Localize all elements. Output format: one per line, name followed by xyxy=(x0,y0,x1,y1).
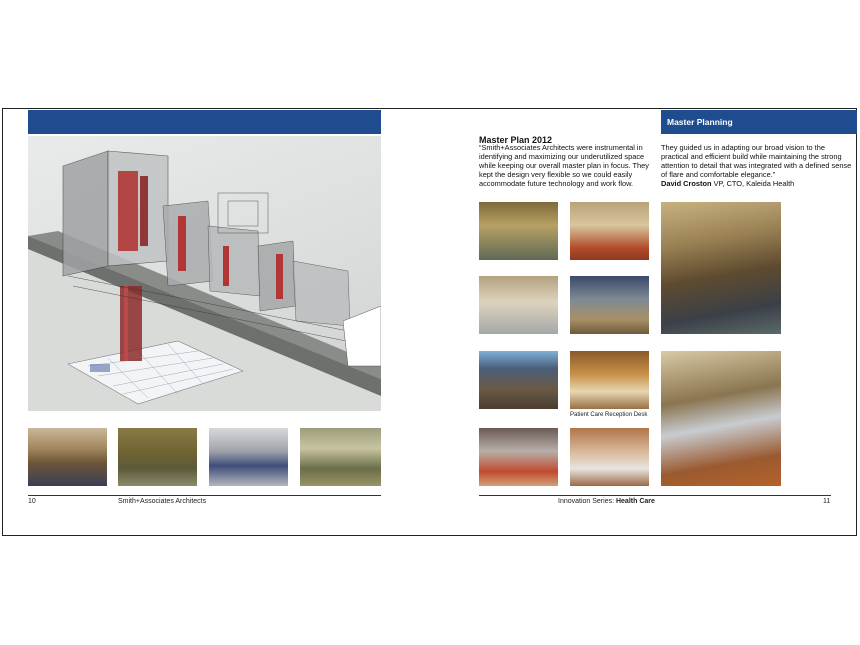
section-label: Master Planning xyxy=(667,117,733,127)
building-model-illustration xyxy=(28,136,381,411)
right-page-number: 11 xyxy=(823,498,831,505)
photo-circular-station xyxy=(479,428,558,486)
photo-bright-corridor xyxy=(479,276,558,334)
attribution-name: David Croston xyxy=(661,178,712,188)
photo-patient-room xyxy=(570,428,649,486)
photo-exam-room xyxy=(479,202,558,260)
photo-reception-desk xyxy=(570,351,649,409)
left-page-number: 10 xyxy=(28,498,36,505)
photo-waiting-area xyxy=(479,351,558,409)
right-footer-rule xyxy=(479,495,831,496)
attribution-title: VP, CTO, Kaleida Health xyxy=(713,178,795,188)
photo-nurse-station xyxy=(661,202,781,334)
left-footer-text: Smith+Associates Architects xyxy=(118,498,207,505)
left-header-bar xyxy=(28,110,381,134)
photo-imaging-room xyxy=(209,428,288,486)
footer-series-bold: Health Care xyxy=(615,498,655,505)
photo-lobby-reception xyxy=(28,428,107,486)
photo-caption: Patient Care Reception Desk xyxy=(570,412,648,418)
testimonial-right-text: They guided us in adapting our broad vision to the practical and efficient build while maintaining the strong attention to detail that was integrated with a defined sense of flare and comfortable elegance.” xyxy=(661,143,852,179)
architectural-3d-rendering xyxy=(28,136,381,411)
footer-series-label: Innovation Series: xyxy=(558,498,616,505)
photo-hallway-skylight xyxy=(300,428,381,486)
photo-gallery-hall xyxy=(570,276,649,334)
right-header-bar xyxy=(661,110,857,134)
brochure-spread xyxy=(2,108,857,536)
section-title: Master Plan 2012 xyxy=(479,135,553,145)
left-footer-rule xyxy=(28,495,381,496)
photo-mri-suite xyxy=(661,351,781,486)
right-footer-series xyxy=(558,498,655,505)
photo-waiting-corridor xyxy=(118,428,197,486)
testimonial-left: “Smith+Associates Architects were instrumental in identifying and maximizing our underutilized space while keeping our overall master plan in focus. They kept the design very flexible so we could easily accommodate future technology and work flow. xyxy=(479,143,649,188)
photo-lounge xyxy=(570,202,649,260)
testimonial-right xyxy=(661,144,853,189)
